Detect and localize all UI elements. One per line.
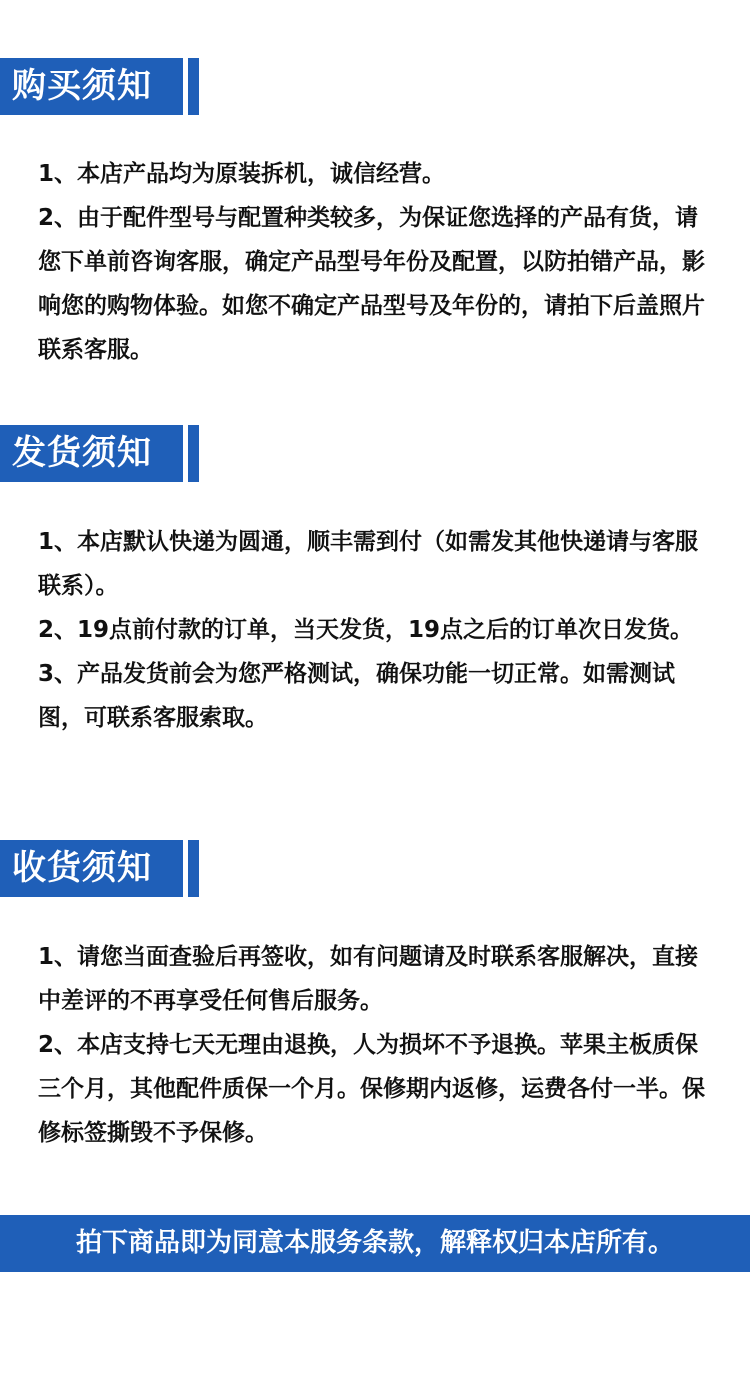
footer-banner: 拍下商品即为同意本服务条款，解释权归本店所有。 (0, 1215, 750, 1272)
section-body-shipping (38, 520, 718, 740)
accent-bar (188, 425, 199, 482)
notice-paragraph: 2、由于配件型号与配置种类较多，为保证您选择的产品有货，请您下单前咨询客服，确定产品型号年份及配置，以防拍错产品，影响您的购物体验。如您不确定产品型号及年份的，请拍下后盖照片联系客服。 (38, 205, 705, 363)
accent-bar (188, 58, 199, 115)
accent-bar (188, 840, 199, 897)
notice-paragraph: 2、本店支持七天无理由退换，人为损坏不予退换。苹果主板质保三个月，其他配件质保一个月。保修期内返修，运费各付一半。保修标签撕毁不予保修。 (38, 1032, 705, 1146)
notice-paragraph: 2、19点前付款的订单，当天发货，19点之后的订单次日发货。 (38, 617, 694, 643)
section-title: 发货须知 (0, 425, 183, 482)
section-body-receiving (38, 935, 718, 1155)
section-body-purchase (38, 152, 718, 372)
notice-paragraph: 1、本店默认快递为圆通，顺丰需到付（如需发其他快递请与客服联系）。 (38, 529, 699, 599)
section-title: 购买须知 (0, 58, 183, 115)
notice-paragraph: 1、本店产品均为原装拆机，诚信经营。 (38, 161, 446, 187)
notice-paragraph: 1、请您当面查验后再签收，如有问题请及时联系客服解决，直接中差评的不再享受任何售后服务。 (38, 944, 699, 1014)
section-title: 收货须知 (0, 840, 183, 897)
notice-paragraph: 3、产品发货前会为您严格测试，确保功能一切正常。如需测试图，可联系客服索取。 (38, 661, 676, 731)
